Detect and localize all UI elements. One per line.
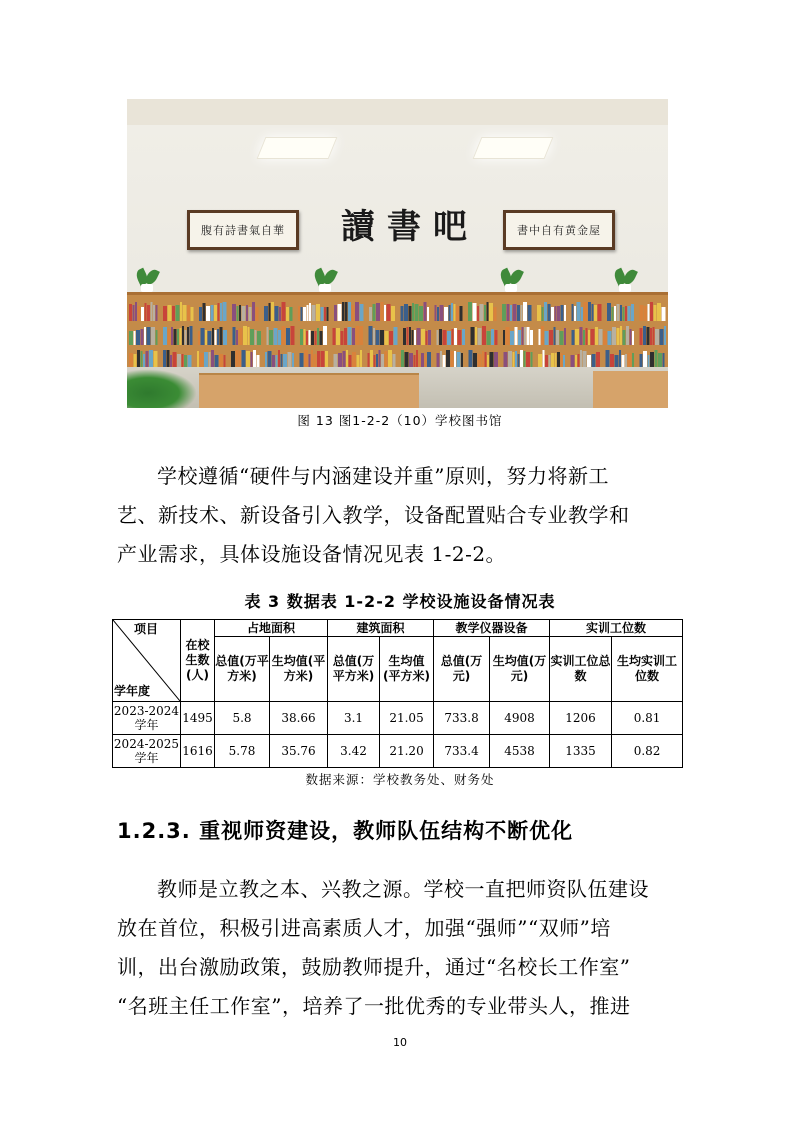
- figure-caption: 图 13 图1-2-2（10）学校图书馆: [297, 413, 503, 428]
- header-building-area: 建筑面积: [328, 620, 434, 637]
- header-building-total: 总值(万平方米): [328, 637, 380, 702]
- corner-label-year: 学年度: [114, 684, 151, 698]
- intro-line: 学校遵循“硬件与内涵建设并重”原则，努力将新工: [157, 464, 609, 488]
- page-number: 10: [393, 1036, 407, 1049]
- header-students: 在校生数(人): [181, 620, 215, 702]
- body-line: 放在首位，积极引进高素质人才，加强“强师”“双师”培: [117, 916, 611, 940]
- cell-land-total: 5.78: [215, 735, 270, 768]
- intro-line: 产业需求，具体设施设备情况见表 1-2-2。: [117, 542, 507, 566]
- library-photo: [127, 99, 668, 408]
- foliage: [127, 369, 197, 408]
- cell-training-per: 0.81: [612, 702, 683, 735]
- reading-bar-sign: 讀書吧: [341, 207, 479, 247]
- cell-land-total: 5.8: [215, 702, 270, 735]
- cell-year: 2024-2025 学年: [113, 735, 181, 768]
- cell-equipment-total: 733.4: [434, 735, 490, 768]
- cell-training-total: 1335: [550, 735, 612, 768]
- potted-plant: [133, 266, 161, 292]
- header-land-total: 总值(万平方米): [215, 637, 270, 702]
- header-equipment-per-student: 生均值(万元): [490, 637, 550, 702]
- reading-table: [593, 371, 668, 408]
- potted-plant: [311, 266, 339, 292]
- data-source-note: 数据来源：学校教务处、财务处: [305, 772, 495, 787]
- cell-equipment-per: 4908: [490, 702, 550, 735]
- facilities-table: [112, 619, 683, 768]
- reading-table: [199, 373, 419, 408]
- cell-building-per: 21.20: [380, 735, 434, 768]
- books-graphic: [127, 295, 668, 370]
- cell-students: 1495: [181, 702, 215, 735]
- cell-equipment-per: 4538: [490, 735, 550, 768]
- cell-year: 2023-2024 学年: [113, 702, 181, 735]
- intro-line: 艺、新技术、新设备引入教学，设备配置贴合专业教学和: [117, 503, 630, 527]
- potted-plant: [611, 266, 639, 292]
- cell-building-total: 3.42: [328, 735, 380, 768]
- header-training-stations: 实训工位数: [550, 620, 683, 637]
- body-line: 训，出台激励政策，鼓励教师提升，通过“名校长工作室”: [117, 955, 631, 979]
- header-training-total: 实训工位总数: [550, 637, 612, 702]
- header-training-per-student: 生均实训工位数: [612, 637, 683, 702]
- cell-building-per: 21.05: [380, 702, 434, 735]
- table-row: [113, 702, 683, 735]
- cell-equipment-total: 733.8: [434, 702, 490, 735]
- table-row: [113, 735, 683, 768]
- calligraphy-plaque-right: 書中自有黄金屋: [503, 210, 615, 250]
- header-equipment-total: 总值(万元): [434, 637, 490, 702]
- ceiling-light: [473, 137, 554, 159]
- cell-land-per: 38.66: [270, 702, 328, 735]
- cell-building-total: 3.1: [328, 702, 380, 735]
- cell-students: 1616: [181, 735, 215, 768]
- ceiling: [127, 99, 668, 126]
- header-equipment: 教学仪器设备: [434, 620, 550, 637]
- body-line: “名班主任工作室”，培养了一批优秀的专业带头人，推进: [117, 994, 631, 1018]
- bookshelf: [127, 292, 668, 373]
- header-land-area: 占地面积: [215, 620, 328, 637]
- potted-plant: [497, 266, 525, 292]
- ceiling-light: [257, 137, 338, 159]
- header-land-per-student: 生均值(平方米): [270, 637, 328, 702]
- header-building-per-student: 生均值(平方米): [380, 637, 434, 702]
- corner-label-item: 项目: [133, 622, 158, 636]
- header-corner-cell: [113, 620, 181, 702]
- section-heading: 1.2.3. 重视师资建设，教师队伍结构不断优化: [117, 819, 574, 843]
- cell-land-per: 35.76: [270, 735, 328, 768]
- body-line: 教师是立教之本、兴教之源。学校一直把师资队伍建设: [157, 877, 649, 901]
- cell-training-total: 1206: [550, 702, 612, 735]
- table-title: 表 3 数据表 1-2-2 学校设施设备情况表: [244, 592, 556, 611]
- cell-training-per: 0.82: [612, 735, 683, 768]
- calligraphy-plaque-left: 腹有詩書氣自華: [187, 210, 299, 250]
